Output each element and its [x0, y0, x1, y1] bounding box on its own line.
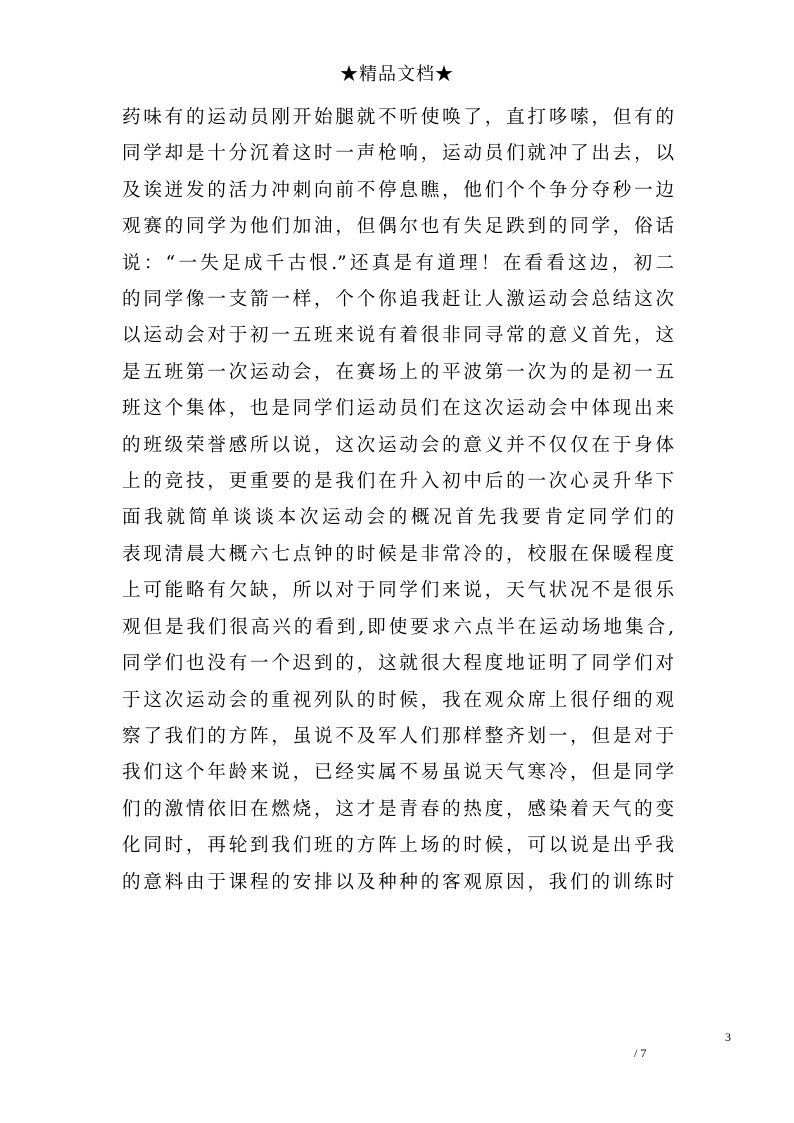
text-line: 于这次运动会的重视列队的时候，我在观众席上很仔细的观: [122, 689, 674, 711]
text-line: 察了我们的方阵，虽说不及军人们那样整齐划一，但是对于: [122, 725, 674, 747]
text-line: 我们这个年龄来说，已经实属不易虽说天气寒冷，但是同学: [122, 762, 674, 784]
text-line: 上可能略有欠缺，所以对于同学们来说，天气状况不是很乐: [122, 580, 674, 602]
page-total: / 7: [634, 1046, 647, 1060]
text-line: 化同时，再轮到我们班的方阵上场的时候，可以说是出乎我: [122, 835, 674, 857]
text-line: 观赛的同学为他们加油，但偶尔也有失足跌到的同学，俗话: [122, 216, 674, 238]
text-line: 是五班第一次运动会，在赛场上的平波第一次为的是初一五: [122, 361, 674, 383]
page-number: 3: [725, 1030, 731, 1044]
text-line: 的班级荣誉感所以说，这次运动会的意义并不仅仅在于身体: [122, 434, 674, 456]
body-text: [122, 100, 674, 901]
page-header-title: ★精品文档★: [340, 64, 454, 85]
text-line: 上的竞技，更重要的是我们在升入初中后的一次心灵升华下: [122, 471, 674, 493]
text-line: 的同学像一支箭一样，个个你追我赶让人激运动会总结这次: [122, 289, 674, 311]
text-line: 面我就简单谈谈本次运动会的概况首先我要肯定同学们的: [122, 507, 674, 529]
text-line: 同学却是十分沉着这时一声枪响，运动员们就冲了出去，以: [122, 143, 674, 165]
text-line: 表现清晨大概六七点钟的时候是非常冷的，校服在保暖程度: [122, 543, 674, 565]
text-line: 同学们也没有一个迟到的，这就很大程度地证明了同学们对: [122, 653, 674, 675]
text-line: 药味有的运动员刚开始腿就不听使唤了，直打哆嗦，但有的: [122, 107, 674, 128]
text-line: 的意料由于课程的安排以及种种的客观原因，我们的训练时: [122, 871, 674, 893]
text-line: 以运动会对于初一五班来说有着很非同寻常的意义首先，这: [122, 325, 674, 347]
text-line: 说：“一失足成千古恨.”还真是有道理！在看看这边，初二: [122, 252, 674, 274]
text-line: 班这个集体，也是同学们运动员们在这次运动会中体现出来: [122, 398, 674, 420]
text-line: 们的激情依旧在燃烧，这才是青春的热度，感染着天气的变: [122, 798, 674, 820]
text-line: 及诶迸发的活力冲刺向前不停息瞧，他们个个争分夺秒一边: [122, 179, 674, 201]
text-line: 观但是我们很高兴的看到,即使要求六点半在运动场地集合,: [122, 616, 674, 638]
